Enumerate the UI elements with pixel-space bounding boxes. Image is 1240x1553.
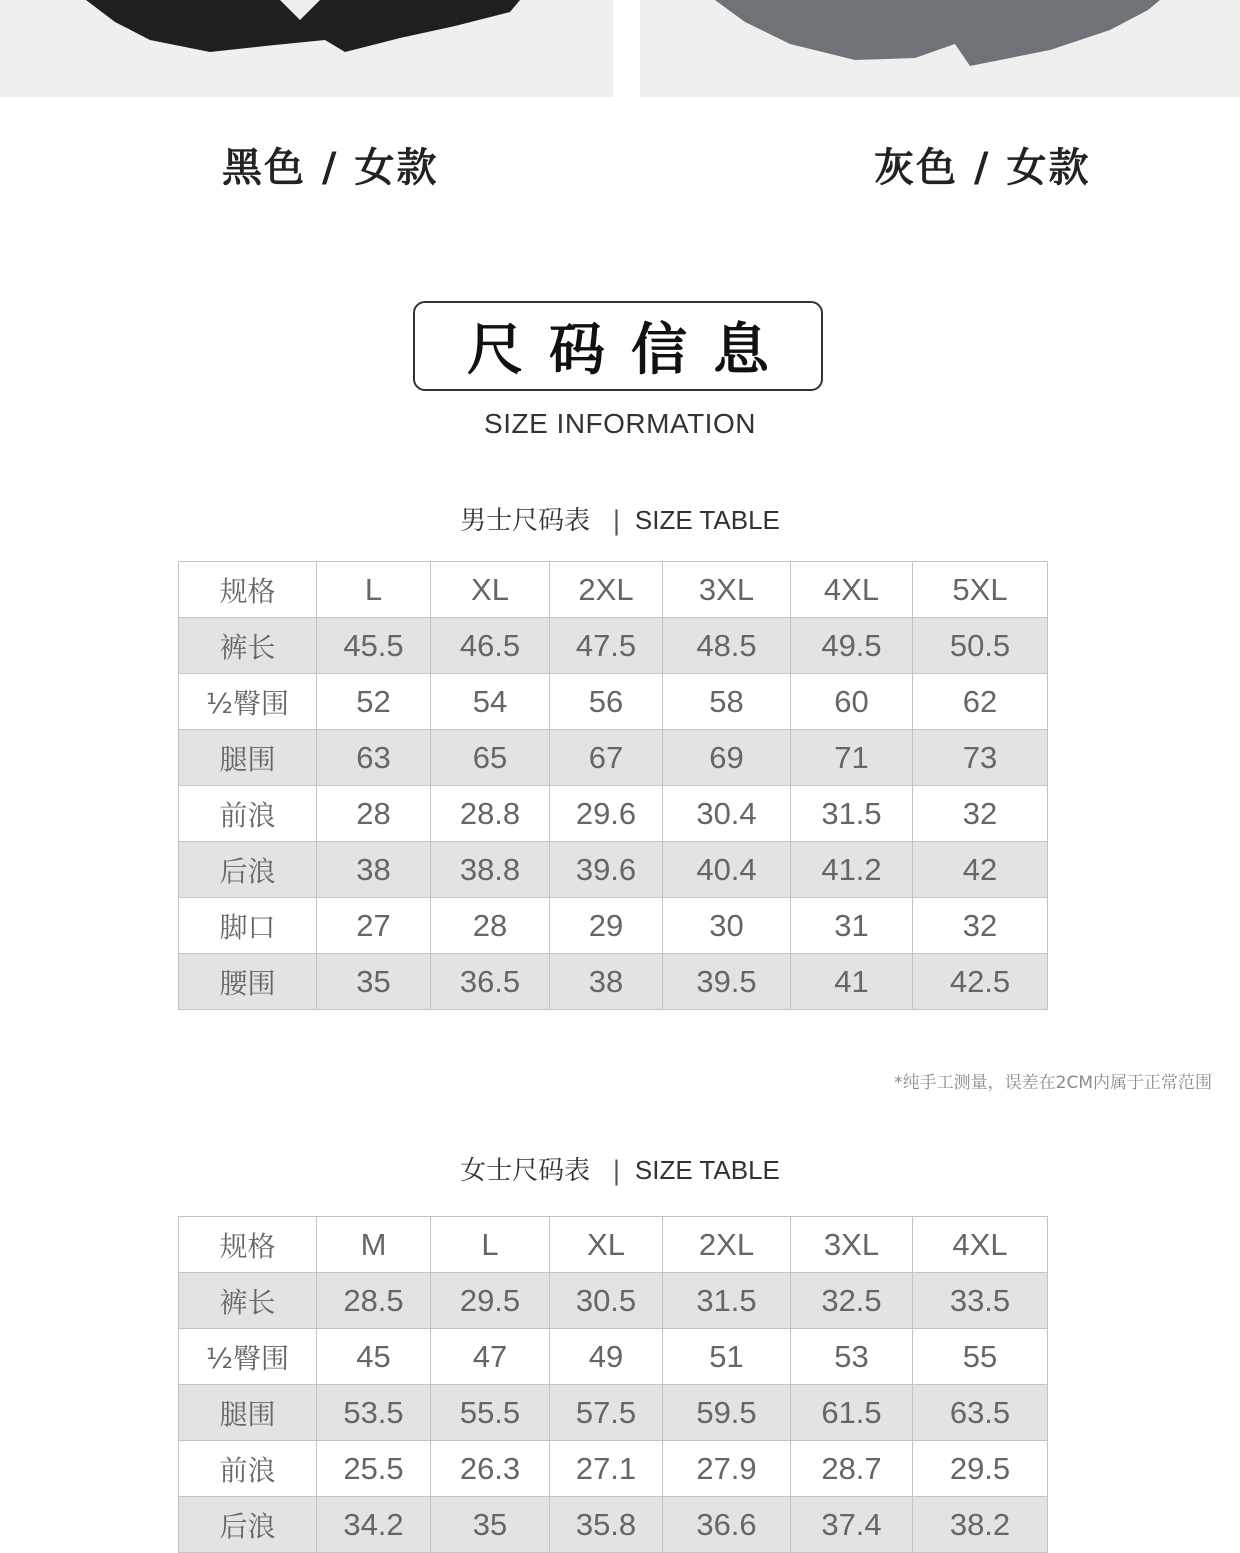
women-table-row [179, 1497, 1048, 1553]
women-table-cell: 31.5 [663, 1273, 791, 1329]
men-table-cell: 28.8 [431, 786, 550, 842]
women-table-cell: 55 [913, 1329, 1048, 1385]
men-table-cell: 28 [431, 898, 550, 954]
men-table-cell: 29.6 [550, 786, 663, 842]
men-table-cell: 46.5 [431, 618, 550, 674]
men-row-label: 后浪 [179, 842, 317, 898]
men-table-cell: 50.5 [913, 618, 1048, 674]
women-table-row [179, 1385, 1048, 1441]
men-heading-separator: | [612, 506, 621, 536]
size-info-subtitle: SIZE INFORMATION [484, 408, 756, 439]
women-table-cell: 35.8 [550, 1497, 663, 1553]
women-table-cell: 27.1 [550, 1441, 663, 1497]
women-table-cell: 36.6 [663, 1497, 791, 1553]
men-table-cell: 48.5 [663, 618, 791, 674]
women-table-cell: 4XL [913, 1217, 1048, 1273]
women-table-cell: 34.2 [317, 1497, 431, 1553]
men-row-label: 裤长 [179, 618, 317, 674]
men-table-row [179, 898, 1048, 954]
women-size-table [178, 1216, 1048, 1553]
women-row-label: ½臀围 [179, 1329, 317, 1385]
women-table-cell: 2XL [663, 1217, 791, 1273]
men-row-label: 腿围 [179, 730, 317, 786]
men-heading-en: SIZE TABLE [634, 505, 780, 535]
women-table-cell: 3XL [791, 1217, 913, 1273]
women-table-cell: 45 [317, 1329, 431, 1385]
men-row-label: 前浪 [179, 786, 317, 842]
men-table-cell: 67 [550, 730, 663, 786]
women-table-row [179, 1273, 1048, 1329]
women-table-cell: 29.5 [913, 1441, 1048, 1497]
men-table-cell: 32 [913, 786, 1048, 842]
men-table-cell: 47.5 [550, 618, 663, 674]
black-shorts-photo [0, 0, 613, 97]
men-table-cell: 65 [431, 730, 550, 786]
women-table-cell: 30.5 [550, 1273, 663, 1329]
men-table-heading [0, 500, 1240, 537]
men-table-cell: 38 [550, 954, 663, 1010]
men-table-cell: 38.8 [431, 842, 550, 898]
gray-shorts-photo [640, 0, 1240, 97]
men-table-cell: 42 [913, 842, 1048, 898]
men-table-cell: 2XL [550, 562, 663, 618]
men-header-row [179, 562, 1048, 618]
women-table-cell: 32.5 [791, 1273, 913, 1329]
measurement-note: *纯手工测量，误差在2CM内属于正常范围 [894, 1073, 1212, 1093]
women-table-cell: 28.5 [317, 1273, 431, 1329]
men-table-cell: 49.5 [791, 618, 913, 674]
men-heading-cn: 男士尺码表 [460, 506, 591, 536]
men-table-cell: 63 [317, 730, 431, 786]
women-table-cell: 53.5 [317, 1385, 431, 1441]
men-table-cell: 39.5 [663, 954, 791, 1010]
men-table-cell: 62 [913, 674, 1048, 730]
men-row-label: 规格 [179, 562, 317, 618]
men-table-cell: 71 [791, 730, 913, 786]
women-table-cell: M [317, 1217, 431, 1273]
women-heading-separator: | [612, 1156, 621, 1186]
women-table-cell: 27.9 [663, 1441, 791, 1497]
men-table-cell: 28 [317, 786, 431, 842]
black-shorts-caption: 黑色 / 女款 [222, 145, 439, 191]
women-row-label: 后浪 [179, 1497, 317, 1553]
women-heading-en: SIZE TABLE [634, 1155, 780, 1185]
men-table-cell: 30.4 [663, 786, 791, 842]
women-header-row [179, 1217, 1048, 1273]
men-table-cell: L [317, 562, 431, 618]
women-table-cell: 49 [550, 1329, 663, 1385]
gray-shorts-image [640, 0, 1240, 97]
women-table-cell: 55.5 [431, 1385, 550, 1441]
women-table-cell: 61.5 [791, 1385, 913, 1441]
men-size-table [178, 561, 1048, 1010]
men-table-cell: 3XL [663, 562, 791, 618]
men-table-cell: 41 [791, 954, 913, 1010]
women-table-cell: 63.5 [913, 1385, 1048, 1441]
men-table-cell: 36.5 [431, 954, 550, 1010]
men-table-cell: 40.4 [663, 842, 791, 898]
men-table-row [179, 618, 1048, 674]
men-table-row [179, 842, 1048, 898]
women-table-cell: 38.2 [913, 1497, 1048, 1553]
men-table-cell: 60 [791, 674, 913, 730]
men-table-cell: 5XL [913, 562, 1048, 618]
women-table-cell: 26.3 [431, 1441, 550, 1497]
men-table-cell: 45.5 [317, 618, 431, 674]
men-table-cell: 56 [550, 674, 663, 730]
women-table-cell: L [431, 1217, 550, 1273]
women-table-cell: 33.5 [913, 1273, 1048, 1329]
men-table-cell: 30 [663, 898, 791, 954]
men-table-cell: 54 [431, 674, 550, 730]
women-table-cell: 47 [431, 1329, 550, 1385]
men-table-cell: 4XL [791, 562, 913, 618]
men-table-row [179, 954, 1048, 1010]
men-table-cell: 58 [663, 674, 791, 730]
women-table-cell: 51 [663, 1329, 791, 1385]
women-table-cell: 28.7 [791, 1441, 913, 1497]
women-heading-cn: 女士尺码表 [460, 1156, 591, 1186]
men-row-label: 腰围 [179, 954, 317, 1010]
women-table-row [179, 1329, 1048, 1385]
men-row-label: ½臀围 [179, 674, 317, 730]
men-table-cell: 31.5 [791, 786, 913, 842]
men-table-cell: 32 [913, 898, 1048, 954]
women-table-cell: 57.5 [550, 1385, 663, 1441]
men-table-cell: 69 [663, 730, 791, 786]
men-table-cell: 52 [317, 674, 431, 730]
women-table-cell: XL [550, 1217, 663, 1273]
women-table-cell: 25.5 [317, 1441, 431, 1497]
size-info-title: 尺码信息 [413, 301, 823, 391]
men-table-cell: XL [431, 562, 550, 618]
men-table-cell: 39.6 [550, 842, 663, 898]
women-table-cell: 53 [791, 1329, 913, 1385]
gray-shorts-caption: 灰色 / 女款 [874, 145, 1091, 191]
men-table-cell: 73 [913, 730, 1048, 786]
women-table-cell: 29.5 [431, 1273, 550, 1329]
men-row-label: 脚口 [179, 898, 317, 954]
men-table-cell: 31 [791, 898, 913, 954]
men-table-cell: 41.2 [791, 842, 913, 898]
men-table-row [179, 730, 1048, 786]
women-row-label: 规格 [179, 1217, 317, 1273]
men-table-row [179, 674, 1048, 730]
women-row-label: 腿围 [179, 1385, 317, 1441]
women-table-cell: 59.5 [663, 1385, 791, 1441]
women-table-row [179, 1441, 1048, 1497]
men-table-cell: 38 [317, 842, 431, 898]
black-shorts-image [0, 0, 613, 97]
women-table-cell: 35 [431, 1497, 550, 1553]
women-row-label: 裤长 [179, 1273, 317, 1329]
men-table-cell: 42.5 [913, 954, 1048, 1010]
women-row-label: 前浪 [179, 1441, 317, 1497]
women-table-cell: 37.4 [791, 1497, 913, 1553]
men-table-cell: 27 [317, 898, 431, 954]
women-table-heading [0, 1150, 1240, 1187]
men-table-cell: 35 [317, 954, 431, 1010]
men-table-row [179, 786, 1048, 842]
men-table-cell: 29 [550, 898, 663, 954]
